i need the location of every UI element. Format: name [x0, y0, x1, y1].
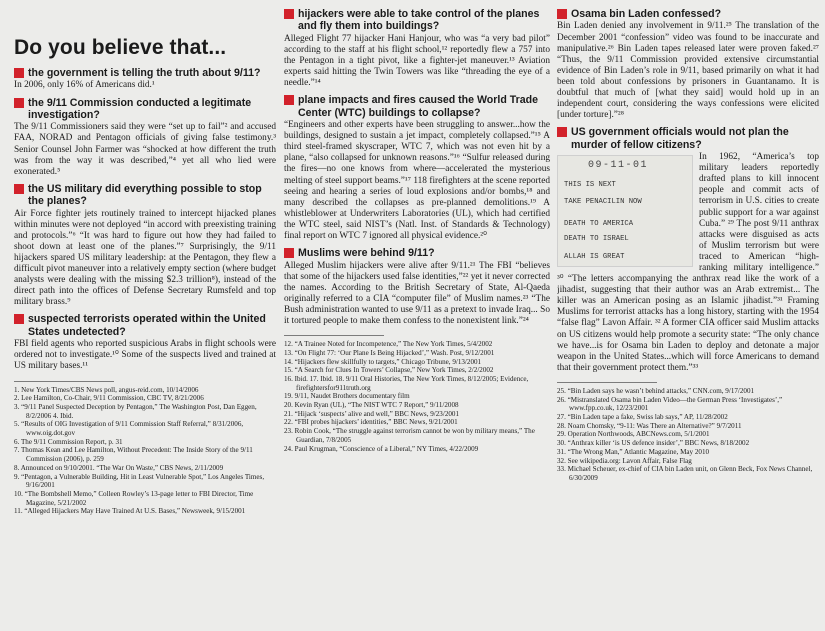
section-body: “Engineers and other experts have been struggling to answer...how the buildings, designed to sustain a jet impact, completely collapsed.”¹⁵ A third steel-framed skyscraper, WTC 7, which was not even hit by a plane, “also collapsed for unknown reasons.”¹⁶ “Sulfur released during the fires—no one knows from where—accelerated the mysterious melting of steel support beams.”¹⁷ 118 firefighters at the scene reported seeing and hearing a series of loud explosions and/or bombs,¹⁸ and many described the collapses as pre-planned demolitions.¹⁹ A whistleblower at Underwriters Laboratories (UL), which had certified the WTC steel, said NIST’s (Natl. Inst. of Standards & Technology) final report on WTC 7 ignored all physical evidence.²⁰: [284, 120, 550, 242]
section-body: [557, 152, 819, 374]
anthrax-letter-image: [557, 155, 693, 267]
section-heading: Osama bin Laden confessed?: [557, 8, 819, 20]
footnotes-list: [14, 386, 276, 517]
letter-line: TAKE PENACILIN NOW: [564, 198, 642, 207]
footnote: 19. 9/11, Naudet Brothers documentary film: [284, 392, 410, 401]
column-right: [557, 0, 819, 631]
footnote: 3. “9/11 Panel Suspected Deception by Pentagon,” The Washington Post, Dan Eggen, 8/2/2006 4. Ibid.: [14, 402, 257, 420]
footnote: 32. See wikipedia.org: Lavon Affair, False Flag: [557, 456, 692, 465]
footnote: 28. Noam Chomsky, “9-11: Was There an Alternative?” 9/7/2011: [557, 421, 742, 430]
footnote: 13. “On Flight 77: ‘Our Plane Is Being Hijacked’,” Wash. Post, 9/12/2001: [284, 348, 495, 357]
section-heading: the government is telling the truth about 9/11?: [14, 67, 276, 79]
footnote-divider: [14, 381, 114, 382]
footnote: 33. Michael Scheuer, ex-chief of CIA bin Laden unit, on Glenn Beck, Fox News Channel, 6/30/2009: [557, 465, 813, 482]
column-left: [14, 0, 276, 631]
footnote: 24. Paul Krugman, “Conscience of a Liberal,” NY Times, 4/22/2009: [284, 444, 479, 453]
footnote: 1. New York Times/CBS News poll, angus-reid.com, 10/14/2006: [14, 385, 199, 394]
footnote: 2. Lee Hamilton, Co-Chair, 9/11 Commission, CBC TV, 8/21/2006: [14, 394, 204, 403]
footnote: 27. “Bin Laden tape a fake, Swiss lab says,” AP, 11/28/2002: [557, 413, 728, 422]
letter-line: THIS IS NEXT: [564, 181, 616, 190]
footnote: 8. Announced on 9/10/2001. “The War On Waste,” CBS News, 2/11/2009: [14, 463, 224, 472]
footnote: 10. “The Bombshell Memo,” Colleen Rowley’s 13-page letter to FBI Director, Time Magazine, 5/21/2002: [14, 489, 254, 507]
letter-line: DEATH TO AMERICA: [564, 220, 634, 229]
section-heading: US government officials would not plan the murder of fellow citizens?: [557, 126, 819, 151]
letter-line: DEATH TO ISRAEL: [564, 235, 629, 244]
section-murder-citizens: [557, 126, 819, 374]
footnote: 20. Kevin Ryan (UL), “The NIST WTC 7 Report,” 9/11/2008: [284, 401, 459, 410]
section-heading: the 9/11 Commission conducted a legitimate investigation?: [14, 97, 276, 122]
footnote: 16. Ibid. 17. Ibid. 18. 9/11 Oral Histories, The New York Times, 8/12/2005; Evidence, firefightersfor911truth.org: [284, 374, 529, 392]
footnote: 21. “Hijack ‘suspects’ alive and well,” BBC News, 9/23/2001: [284, 409, 460, 418]
footnote: 26. “Mistranslated Osama bin Laden Video—the German Press ‘Investigates’,” www.fpp.co.uk, 12/23/2001: [557, 395, 783, 413]
footnote: 12. “A Trainee Noted for Incompetence,” The New York Times, 5/4/2002: [284, 340, 493, 349]
section-body: Air Force fighter jets routinely trained to intercept hijacked planes within minutes were not deployed “in accord with preexisting training and protocols.”⁶ “It was hard to figure out how they had failed to shoot down at least one of the planes.”⁷ Surprisingly, the 9/11 hijackers spared US military leadership: at the Pentagon, they flew a difficult pivot maneuver into a relatively empty section (where budget analysts were dealing with the missing $2.3 trillion⁸), instead of the direct path into the offices of Defense Secretary Rumsfeld and top military brass.⁹: [14, 208, 276, 308]
footnote: 6. The 9/11 Commission Report, p. 31: [14, 437, 123, 446]
footnote: 14. “Hijackers flew skillfully to targets,” Chicago Tribune, 9/13/2001: [284, 357, 482, 366]
section-body: The 9/11 Commissioners said they were “set up to fail”² and accused FAA, NORAD and Pentagon officials of giving false testimony.³ Senior Counsel John Farmer was “shocked at how different the truth was from the way it was described,”⁴ yet all who lied were exonerated.⁵: [14, 122, 276, 177]
section-wtc-collapse: [284, 94, 550, 242]
section-heading: the US military did everything possible to stop the planes?: [14, 183, 276, 208]
section-military: [14, 183, 276, 309]
footnote: 23. Robin Cook, “The struggle against terrorism cannot be won by military means,” The Guardian, 7/8/2005: [284, 427, 535, 444]
section-heading: suspected terrorists operated within the United States undetected?: [14, 313, 276, 338]
section-body: In 2006, only 16% of Americans did.¹: [14, 80, 155, 91]
footnote-divider: [557, 382, 657, 383]
footnotes-list: [557, 387, 819, 483]
section-heading: hijackers were able to take control of the planes and fly them into buildings?: [284, 8, 550, 33]
footnote: 25. “Bin Laden says he wasn’t behind attacks,” CNN.com, 9/17/2001: [557, 386, 755, 395]
section-muslims: [284, 247, 550, 327]
footnote: 22. “FBI probes hijackers’ identities,” BBC News, 9/21/2001: [284, 418, 458, 427]
footnote: 15. “A Search for Clues In Towers’ Collapse,” New York Times, 2/2/2002: [284, 366, 494, 375]
column-middle: [284, 0, 550, 631]
footnote: 30. “Anthrax killer ‘is US defence insider’,” BBC News, 8/18/2002: [557, 439, 750, 448]
section-terrorists-undetected: [14, 313, 276, 372]
section-body: Bin Laden denied any involvement in 9/11.²⁵ The translation of the December 2001 “confession” video was found to be inaccurate and manipulative.²⁶ Bin Laden tapes released later were proven faked.²⁷ “Thus, the 9/11 Commission provided extensive circumstantial evidence of Bin Laden’s role in 9/11, based primarily on what it had been told about confessions by prisoners in Guantanamo. It is doubtful that much of [what they said] would hold up in an independent court, considering the ways confessions were elicited [under torture].”²⁸: [557, 21, 819, 121]
letter-date: 09-11-01: [588, 160, 649, 172]
section-body: Alleged Flight 77 hijacker Hani Hanjour, who was “a very bad pilot” according to the staff at his flight school,¹² reportedly flew a 757 into the Pentagon in a tight pivot, like a fighter-jet maneuver.¹³ Aviation experts said hitting the Twin Towers was like “threading the eye of a needle.”¹⁴: [284, 33, 550, 89]
section-bin-laden: [557, 8, 819, 121]
section-hijackers-control: [284, 8, 550, 89]
footnote: 5. “Results of OIG Investigation of 9/11 Commission Staff Referral,” 8/31/2006, www.oig.dot.gov: [14, 420, 244, 438]
footnote: 9. “Pentagon, a Vulnerable Building, Hit in Least Vulnerable Spot,” Los Angeles Times, 9/16/2001: [14, 472, 265, 490]
section-body-text: In 1962, “America’s top military leaders reportedly drafted plans to kill innocent people and commit acts of terrorism in U.S. cities to create public support for a war against Cuba.” ²⁹ The post 9/11 anthrax attacks were disguised as acts of Muslim terrorism but were traced to American “high-ranking military intelligence.” ³⁰ “The letters accompanying the anthrax read like the work of a jihadist, suggesting that their author was an Arab extremist... The killer was an American posing as an Islamic jihadist.”³¹ Framing Muslims for terrorist attacks has a long history, starting with the 1954 “false flag” Lavon Affair. ³² A former CIA officer said Muslim attacks on US citizens would help promote a security state: “The only chance we have...is for Osama bin Laden to deploy and detonate a major weapon in the United States...which will force Americans to demand that their government protect them.”³³: [557, 152, 819, 373]
footnote: 31. “The Wrong Man,” Atlantic Magazine, May 2010: [557, 447, 710, 456]
footnotes-list: [284, 340, 550, 453]
section-government-truth: [14, 67, 276, 92]
footnote: 7. Thomas Kean and Lee Hamilton, Without Precedent: The Inside Story of the 9/11 Commission (2006), p. 259: [14, 446, 253, 464]
footnote-divider: [284, 335, 384, 336]
footnote: 11. “Alleged Hijackers May Have Trained At U.S. Bases,” Newsweek, 9/15/2001: [14, 507, 246, 516]
section-body: FBI field agents who reported suspicious Arabs in flight schools were ordered not to investigate.¹⁰ Some of the suspects lived and trained at US military bases.¹¹: [14, 339, 276, 372]
footnote: 29. Operation Northwoods, ABCNews.com, 5/1/2001: [557, 430, 710, 439]
section-commission: [14, 97, 276, 178]
section-heading: plane impacts and fires caused the World Trade Center (WTC) buildings to collapse?: [284, 94, 550, 119]
letter-line: ALLAH IS GREAT: [564, 253, 625, 262]
page-title: Do you believe that...: [14, 36, 227, 59]
section-body: Alleged Muslim hijackers were alive after 9/11.²¹ The FBI “believes that some of the hijackers used false identities,”²² yet it never corrected the names. According to the British Secretary of State, Al-Qaeda originally referred to a CIA “computer file” of Muslim names.²³ “The Bush administration wanted to use 9/11 as a pretext to invade Iraq... So it tortured people to make them confess to the nonexistent link.”²⁴: [284, 260, 550, 326]
section-heading: Muslims were behind 9/11?: [284, 247, 550, 259]
